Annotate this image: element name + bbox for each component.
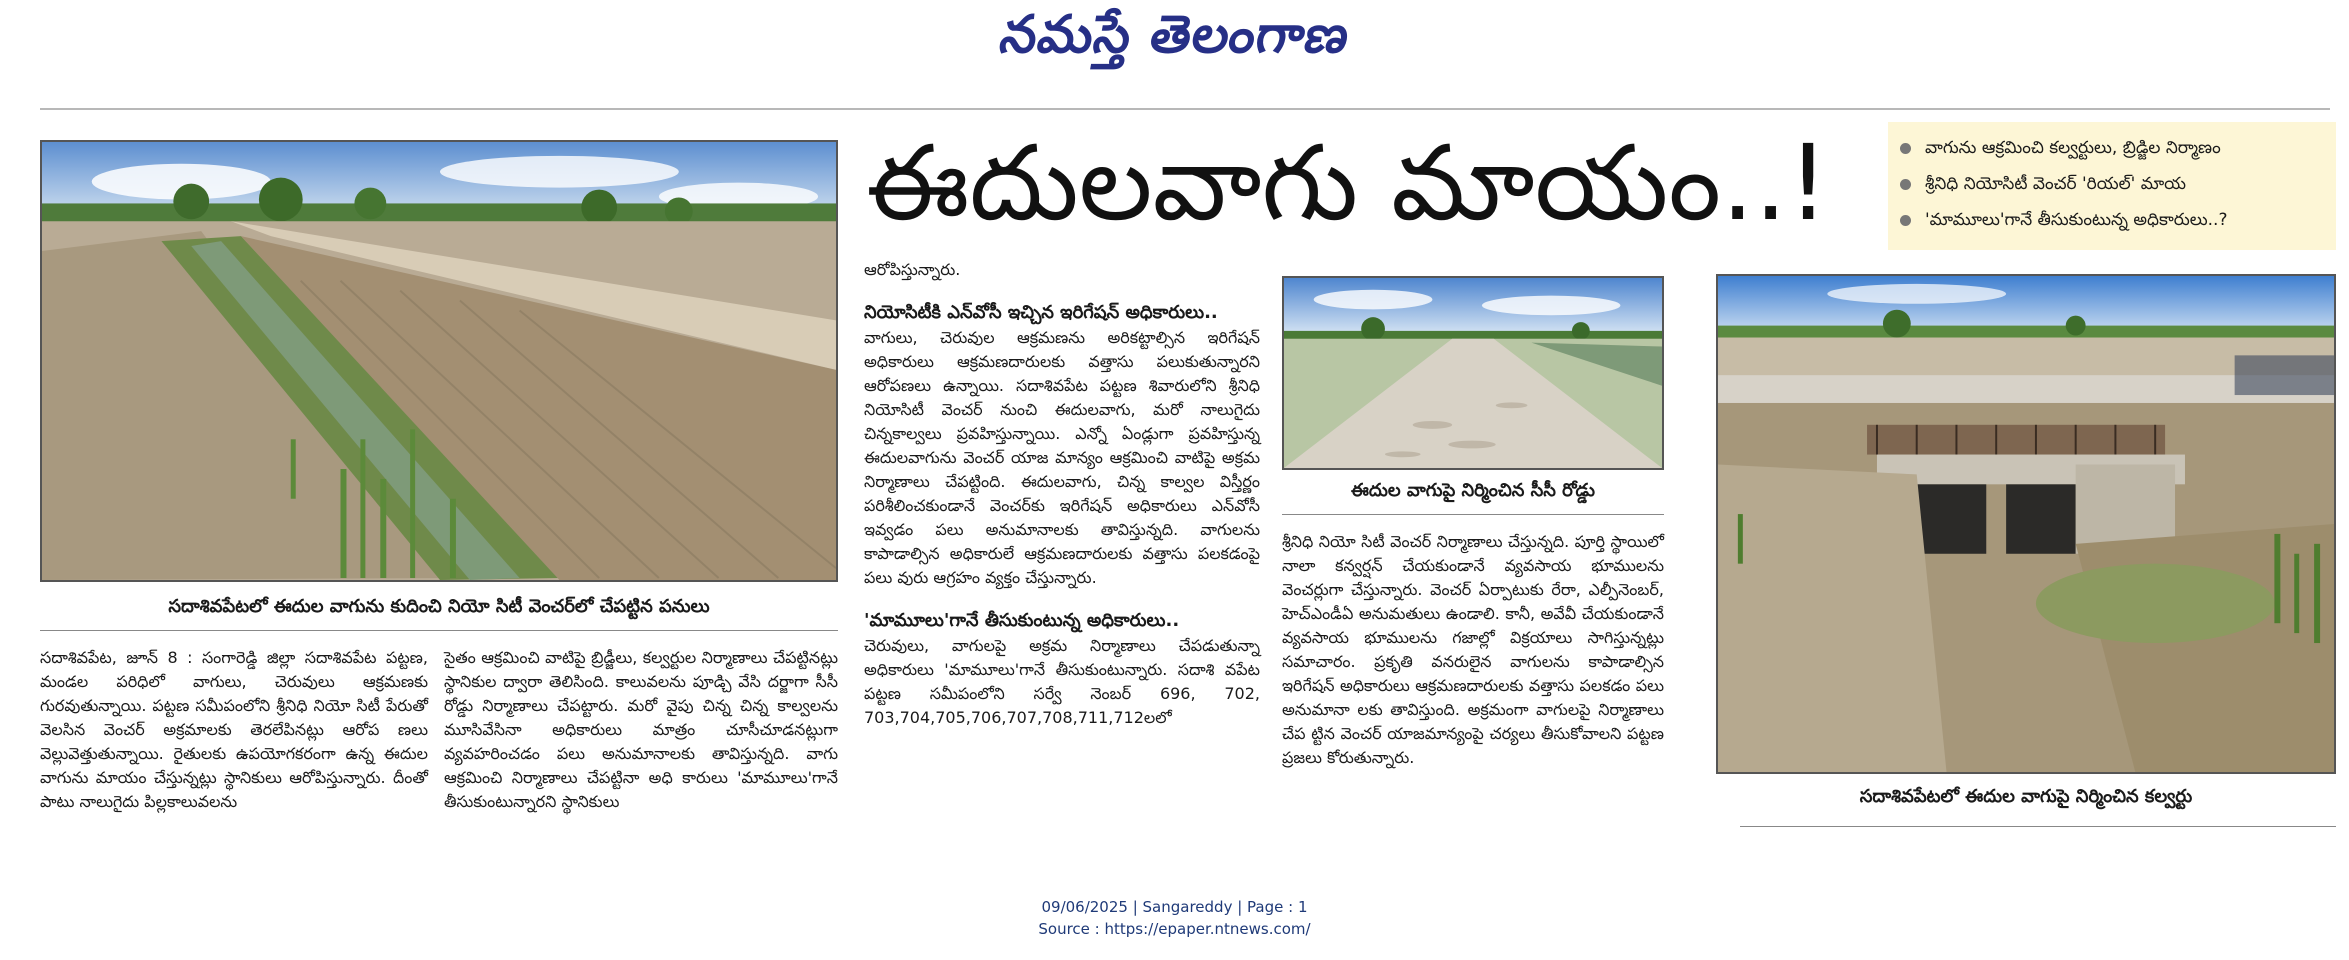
article-column-3: ఆరోపిస్తున్నారు. నియోసిటీకి ఎన్‌వోసీ ఇచ్చిన ఇరిగేషన్ అధికారులు.. వాగులు, చెరువుల ఆక్రమణను అరికట్టాల్సిన ఇరిగేషన్ అధికారులు ఆక్రమణదారులకు వత్తాసు పలుకుతున్నారని ఆరోపణలు ఉన్నాయి. సదాశివపేట పట్టణ శివారులోని శ్రీనిధి నియోసిటీ వెంచర్ నుంచి ఈదులవాగు, మరో నాలుగైదు చిన్నకాల్వలు ప్రవహిస్తున్నాయి. ఎన్నో ఏండ్లుగా ప్రవహిస్తున్న ఈదులవాగును వెంచర్ యాజ మాన్యం ఆక్రమించి వాటిపై అక్రమ నిర్మాణాలు చేపట్టింది. ఈదులవాగు, చిన్న కాల్వల విస్తీర్ణం పరిశీలించకుండానే వెంచర్‌కు ఇరిగేషన్ అధికారులు ఎన్‌వోసీ ఇవ్వడం పలు అనుమానాలకు తావిస్తున్నది. వాగులను కాపాడాల్సిన అధికారులే ఆక్రమణదారులకు వత్తాసు పలకడంపై పలు వురు ఆగ్రహం వ్యక్తం చేస్తున్నారు. 'మామూలు'గానే తీసుకుంటున్న అధికారులు.. చెరువులు, వాగులపై అక్రమ నిర్మాణాలు చేపడుతున్నా అధికారులు 'మామూలు'గానే తీసుకుంటున్నారు. సదాశి వపేట పట్టణ సమీపంలోని సర్వే నెంబర్ 696, 702, 703,704,705,706,707,708,711,712లలో xyxy=(864,260,1260,727)
article-column-2: సైతం ఆక్రమించి వాటిపై బ్రిడ్జీలు, కల్వర్టుల నిర్మాణాలు చేపట్టినట్లు స్థానికుల ద్వారా తెలిసింది. కాలువలను పూడ్చి వేసి దర్జాగా సీసీ రోడ్డు నిర్మాణాలు చేపట్టారు. మరో వైపు చిన్న చిన్న కాల్వలను మూసివేసినా అధికారులు మాత్రం చూసీచూడనట్లుగా వ్యవహరించడం పలు అనుమానాలకు తావిస్తున్నది. వాగు ఆక్రమించి నిర్మాణాలు చేపట్టినా అధి కారులు 'మామూలు'గానే తీసుకుంటున్నారని స్థానికులు xyxy=(444,648,838,811)
newspaper-masthead: నమస్తే తెలంగాణ xyxy=(995,4,1355,65)
middle-photo-caption: ఈదుల వాగుపై నిర్మించిన సీసీ రోడ్డు xyxy=(1351,480,1595,501)
subheading: నియోసిటీకి ఎన్‌వోసీ ఇచ్చిన ఇరిగేషన్ అధికారులు.. xyxy=(864,302,1218,323)
left-photo-stream-channel xyxy=(40,140,838,582)
caption-divider xyxy=(1282,514,1664,515)
footer-date-line: 09/06/2025 | Sangareddy | Page : 1 xyxy=(1041,898,1308,916)
article-headline: ఈదులవాగు మాయం..! xyxy=(866,122,1829,244)
highlight-item: వాగును ఆక్రమించి కల్వర్టులు, బ్రిడ్జిల నిర్మాణం xyxy=(1900,130,2330,166)
right-photo-culvert xyxy=(1716,274,2336,774)
bullet-icon xyxy=(1900,179,1911,190)
bullet-icon xyxy=(1900,143,1911,154)
article-column-4: శ్రీనిధి నియో సిటీ వెంచర్ నిర్మాణాలు చేస్తున్నది. పూర్తి స్థాయిలో నాలా కన్వర్షన్ చేయకుండానే వ్యవసాయ భూములను వెంచర్లుగా చేస్తున్నారు. వెంచర్ ఏర్పాటుకు రేరా, ఎల్పీనెంబర్, హెచ్ఎండీఏ అనుమతులు ఉండాలి. కానీ, అవేవీ చేయకుండానే వ్యవసాయ భూములను గజాల్లో విక్రయాలు సాగిస్తున్నట్లు సమాచారం. ప్రకృతి వనరులైన వాగులను కాపాడాల్సిన ఇరిగేషన్ అధికారులు ఆక్రమణదారులకు వత్తాసు పలకడం పలు అనుమానా లకు తావిస్తుంది. అక్రమంగా వాగులపై నిర్మాణాలు చేప ట్టిన వెంచర్ యాజమాన్యంపై చర్యలు తీసుకోవాలని పట్టణ ప్రజలు కోరుతున్నారు. xyxy=(1282,532,1664,767)
right-photo-caption: సదాశివపేటలో ఈదుల వాగుపై నిర్మించిన కల్వర్టు xyxy=(1859,786,2193,807)
article-column-1: సదాశివపేట, జూన్ 8 : సంగారెడ్డి జిల్లా సదాశివపేట పట్టణ, మండల పరిధిలో వాగులు, చెరువులు ఆక్రమణకు గురవుతున్నాయి. పట్టణ సమీపంలోని శ్రీనిధి నియో సిటీ పేరుతో వెలసిన వెంచర్ అక్రమాలకు తెరలేపినట్లు ఆరోప ణలు వెల్లువెత్తుతున్నాయి. రైతులకు ఉపయోగకరంగా ఉన్న ఈదుల వాగును మాయం చేస్తున్నట్లు స్థానికులు ఆరోపిస్తున్నారు. దీంతో పాటు నాలుగైదు పిల్లకాలువలను xyxy=(40,648,428,811)
highlight-item: 'మామూలు'గానే తీసుకుంటున్న అధికారులు..? xyxy=(1900,202,2330,238)
caption-divider xyxy=(1740,826,2336,827)
left-photo-caption: సదాశివపేటలో ఈదుల వాగును కుదించి నియో సిటీ వెంచర్‌లో చేపట్టిన పనులు xyxy=(168,596,710,617)
highlight-item: శ్రీనిధి నియోసిటీ వెంచర్ 'రియల్' మాయ xyxy=(1900,166,2330,202)
footer-source-link[interactable]: Source : https://epaper.ntnews.com/ xyxy=(1038,920,1311,938)
caption-divider xyxy=(40,630,838,631)
bullet-icon xyxy=(1900,215,1911,226)
subheading: 'మామూలు'గానే తీసుకుంటున్న అధికారులు.. xyxy=(864,610,1180,631)
middle-photo-cc-road xyxy=(1282,276,1664,470)
highlights-box xyxy=(1888,122,2336,250)
masthead-divider xyxy=(40,108,2330,110)
